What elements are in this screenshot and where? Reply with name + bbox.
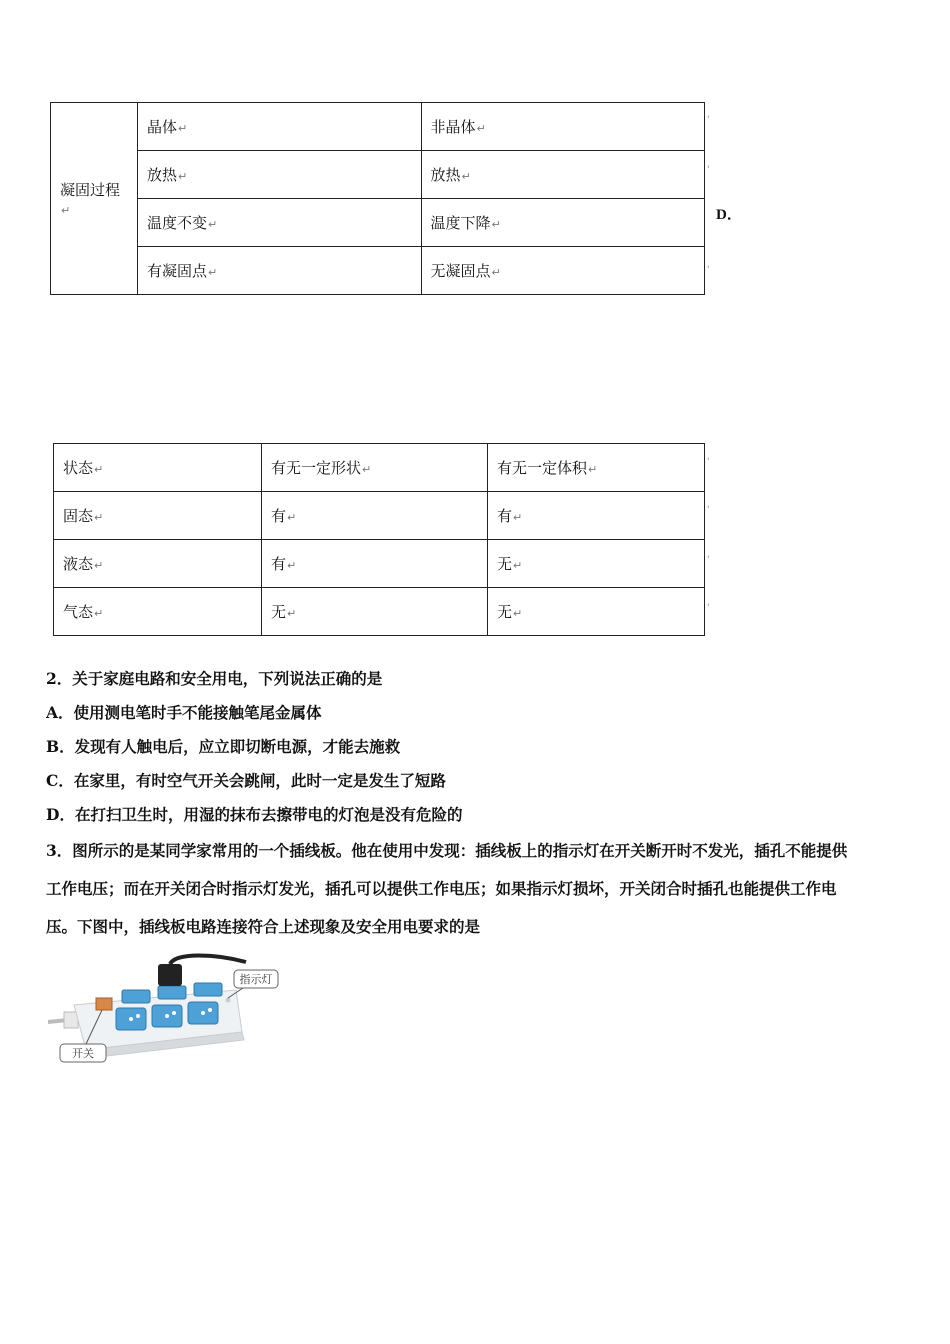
option-a: A．使用测电笔时手不能接触笔尾金属体 <box>46 703 322 722</box>
table-cell: 温度不变↵ <box>138 199 422 247</box>
table-cell: 有↵ <box>262 492 488 540</box>
table-cell: 无凝固点↵ <box>421 247 705 295</box>
question-line: 压。下图中，插线板电路连接符合上述现象及安全用电要求的是 <box>46 917 481 936</box>
states-table <box>53 443 705 636</box>
power-strip-figure <box>46 950 296 1070</box>
question-3 <box>46 832 916 946</box>
option-d-label: D． <box>716 207 742 223</box>
table-cell: 无↵ <box>262 588 488 636</box>
question-stem: 2．关于家庭电路和安全用电，下列说法正确的是 <box>46 669 383 688</box>
table-cell: 放热↵ <box>138 151 422 199</box>
table-cell: 有无一定形状↵ <box>262 444 488 492</box>
option-d: D．在打扫卫生时，用湿的抹布去擦带电的灯泡是没有危险的 <box>46 805 463 824</box>
table-cell: 放热↵ <box>421 151 705 199</box>
table-cell: 固态↵ <box>54 492 262 540</box>
question-line: 3．图所示的是某同学家常用的一个插线板。他在使用中发现：插线板上的指示灯在开关断开时不发光，插孔不能提供 <box>46 841 848 860</box>
switch-label: 开关 <box>72 1047 94 1060</box>
table-cell: 状态↵ <box>54 444 262 492</box>
question-2 <box>46 662 916 832</box>
indicator-label: 指示灯 <box>239 973 273 986</box>
row-header-cell: 凝固过程↵ <box>51 103 138 295</box>
switch-graphic <box>96 998 112 1010</box>
option-c: C．在家里，有时空气开关会跳闸，此时一定是发生了短路 <box>46 771 446 790</box>
table-cell: 有凝固点↵ <box>138 247 422 295</box>
table-cell: 有无一定体积↵ <box>488 444 705 492</box>
option-b: B．发现有人触电后，应立即切断电源，才能去施救 <box>46 737 401 756</box>
table-cell: 气态↵ <box>54 588 262 636</box>
table-cell: 无↵ <box>488 540 705 588</box>
table-cell: 晶体↵ <box>138 103 422 151</box>
table-cell: 有↵ <box>262 540 488 588</box>
question-line: 工作电压；而在开关闭合时指示灯发光，插孔可以提供工作电压；如果指示灯损坏，开关闭合时插孔也能提供工作电 <box>46 879 837 898</box>
solidification-table <box>50 102 705 295</box>
table-cell: 液态↵ <box>54 540 262 588</box>
table-cell: 非晶体↵ <box>421 103 705 151</box>
table-cell: 温度下降↵ <box>421 199 705 247</box>
table-cell: 无↵ <box>488 588 705 636</box>
table-cell: 有↵ <box>488 492 705 540</box>
